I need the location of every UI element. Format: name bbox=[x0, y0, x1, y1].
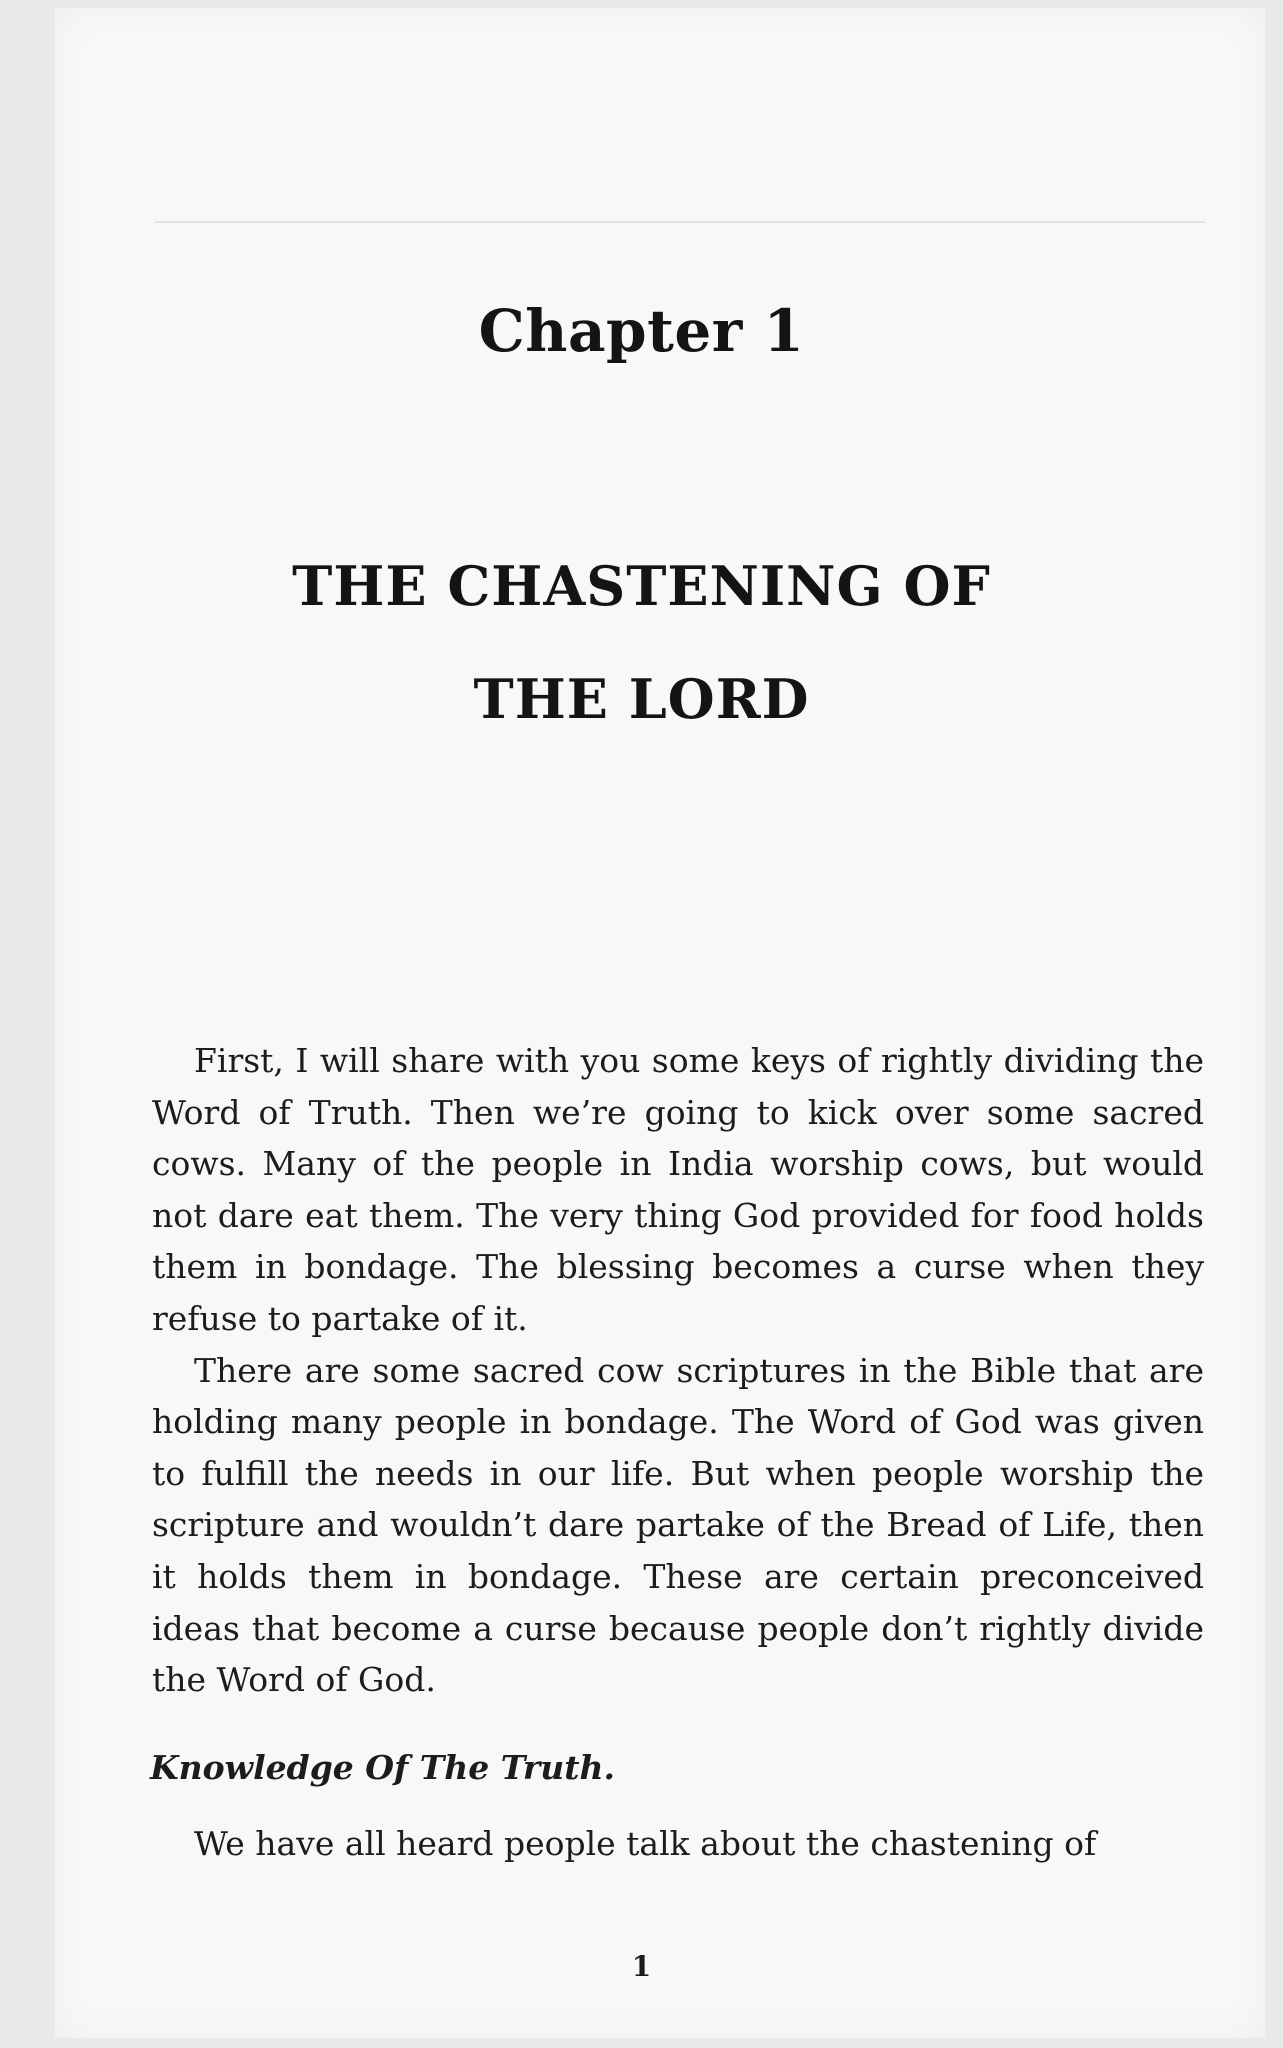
page-number: 1 bbox=[631, 1950, 652, 1983]
paragraph-1: First, I will share with you some keys of rightly dividing the Word of Truth. Then we’re going to kick over some sacred cows. Many of the people in India worship cows, but would not dare eat them. The very thing God provided for food holds them in bondage. The blessing becomes a curse when they refuse to partake of it. bbox=[152, 1041, 1204, 1338]
body-text bbox=[152, 1035, 1204, 1706]
chapter-title-line-2: THE LORD bbox=[473, 667, 810, 731]
chapter-label: Chapter 1 bbox=[478, 297, 805, 365]
bleed-through-header-rule bbox=[155, 221, 1205, 223]
chapter-title bbox=[0, 530, 1283, 756]
paragraph-2: There are some sacred cow scriptures in the Bible that are holding many people in bondage. The Word of God was given to fulfill the needs in our life. But when people worship the scripture and wouldn’t dare partake of the Bread of Life, then it holds them in bondage. These are certain preconceived ideas that become a curse because people don’t rightly divide the Word of God. bbox=[152, 1350, 1204, 1700]
section-heading: Knowledge Of The Truth. bbox=[150, 1748, 615, 1787]
chapter-title-line-1: THE CHASTENING OF bbox=[292, 554, 991, 618]
section-first-line: We have all heard people talk about the chastening of bbox=[194, 1824, 1097, 1863]
